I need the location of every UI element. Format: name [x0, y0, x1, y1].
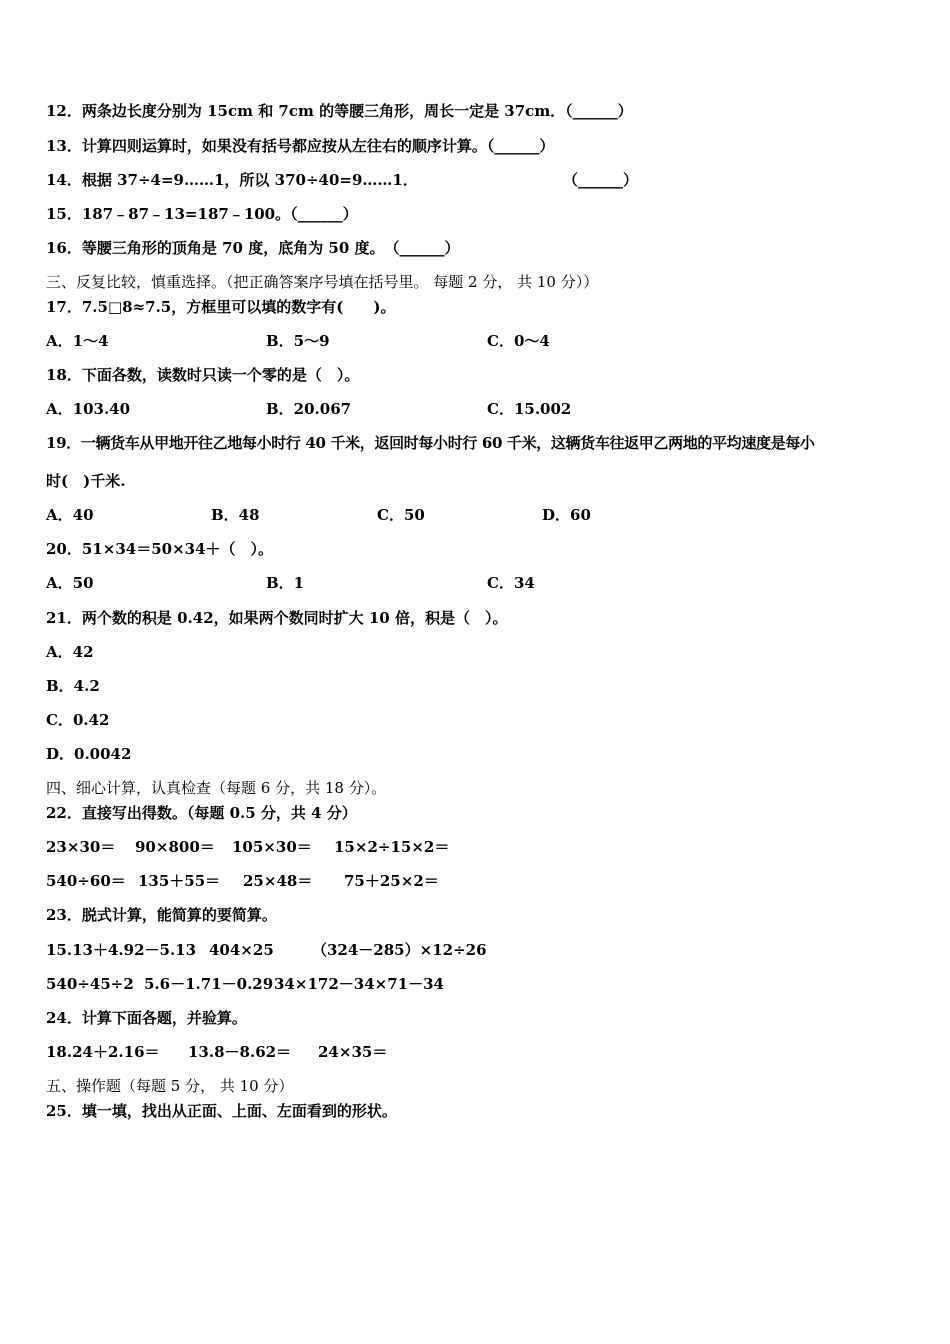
option: A．103.40	[46, 400, 131, 418]
calc-item: 15.13＋4.92－5.13	[46, 941, 197, 959]
question-18: 18．下面各数，读数时只读一个零的是（ ）。	[46, 366, 360, 384]
option: B．4.2	[46, 677, 100, 695]
option: C．0.42	[46, 711, 110, 729]
question-15: 15．187﹣87﹣13=187﹣100。（______）	[46, 205, 358, 223]
calc-item: 135＋55＝	[138, 872, 221, 890]
calc-item: 105×30＝	[232, 838, 312, 856]
question-16: 16．等腰三角形的顶角是 70 度，底角为 50 度。 （______）	[46, 239, 460, 257]
calc-item: 75＋25×2＝	[344, 872, 439, 890]
question-24: 24．计算下面各题，并验算。	[46, 1009, 247, 1027]
option: C．34	[487, 574, 535, 592]
question-20: 20．51×34＝50×34＋（ ）。	[46, 540, 274, 558]
calc-item: 18.24＋2.16＝	[46, 1043, 160, 1061]
section-4-heading: 四、细心计算，认真检查（每题 6 分，共 18 分）。	[46, 779, 387, 797]
option: A．1～4	[46, 332, 109, 350]
calc-item: 15×2÷15×2＝	[334, 838, 450, 856]
calc-item: 23×30＝	[46, 838, 116, 856]
calc-item: 90×800＝	[135, 838, 215, 856]
question-25: 25．填一填，找出从正面、上面、左面看到的形状。	[46, 1102, 397, 1120]
option: C．50	[377, 506, 425, 524]
option: A．42	[46, 643, 94, 661]
calc-item: 24×35＝	[318, 1043, 388, 1061]
calc-item: 540÷45÷2	[46, 975, 134, 993]
option: D．0.0042	[46, 745, 132, 763]
question-19: 19．一辆货车从甲地开往乙地每小时行 40 千米，返回时每小时行 60 千米，这辆货车往返甲乙两地的平均速度是每小	[46, 434, 815, 452]
question-12: 12．两条边长度分别为 15cm 和 7cm 的等腰三角形，周长一定是 37cm．（______）	[46, 102, 633, 120]
question-22: 22．直接写出得数。（每题 0.5 分，共 4 分）	[46, 804, 357, 822]
calc-item: 34×172－34×71－34	[274, 975, 444, 993]
option: B．48	[211, 506, 260, 524]
calc-item: 540÷60＝	[46, 872, 126, 890]
question-19-cont: 时( )千米.	[46, 472, 126, 490]
section-3-heading: 三、反复比较，慎重选择。（把正确答案序号填在括号里。 每题 2 分， 共 10 分））	[46, 273, 599, 291]
calc-item: 404×25	[209, 941, 274, 959]
option: C．0～4	[487, 332, 550, 350]
option: B．5～9	[266, 332, 330, 350]
question-13: 13．计算四则运算时，如果没有括号都应按从左往右的顺序计算。（______）	[46, 137, 555, 155]
calc-item: 5.6－1.71－0.29	[144, 975, 274, 993]
option: D．60	[542, 506, 591, 524]
option: C．15.002	[487, 400, 572, 418]
section-5-heading: 五、操作题（每题 5 分， 共 10 分）	[46, 1077, 294, 1095]
calc-item: 13.8－8.62＝	[188, 1043, 292, 1061]
question-23: 23．脱式计算，能简算的要简算。	[46, 906, 277, 924]
option: A．40	[46, 506, 94, 524]
calc-item: （324－285）×12÷26	[312, 941, 487, 959]
option: B．1	[266, 574, 305, 592]
question-14-blank: （______）	[563, 171, 639, 189]
option: B．20.067	[266, 400, 352, 418]
option: A．50	[46, 574, 94, 592]
question-21: 21．两个数的积是 0.42，如果两个数同时扩大 10 倍，积是（ ）。	[46, 609, 508, 627]
question-17: 17．7.5□8≈7.5，方框里可以填的数字有( )。	[46, 298, 396, 316]
question-14: 14．根据 37÷4=9……1，所以 370÷40=9……1．	[46, 171, 418, 189]
calc-item: 25×48＝	[243, 872, 313, 890]
